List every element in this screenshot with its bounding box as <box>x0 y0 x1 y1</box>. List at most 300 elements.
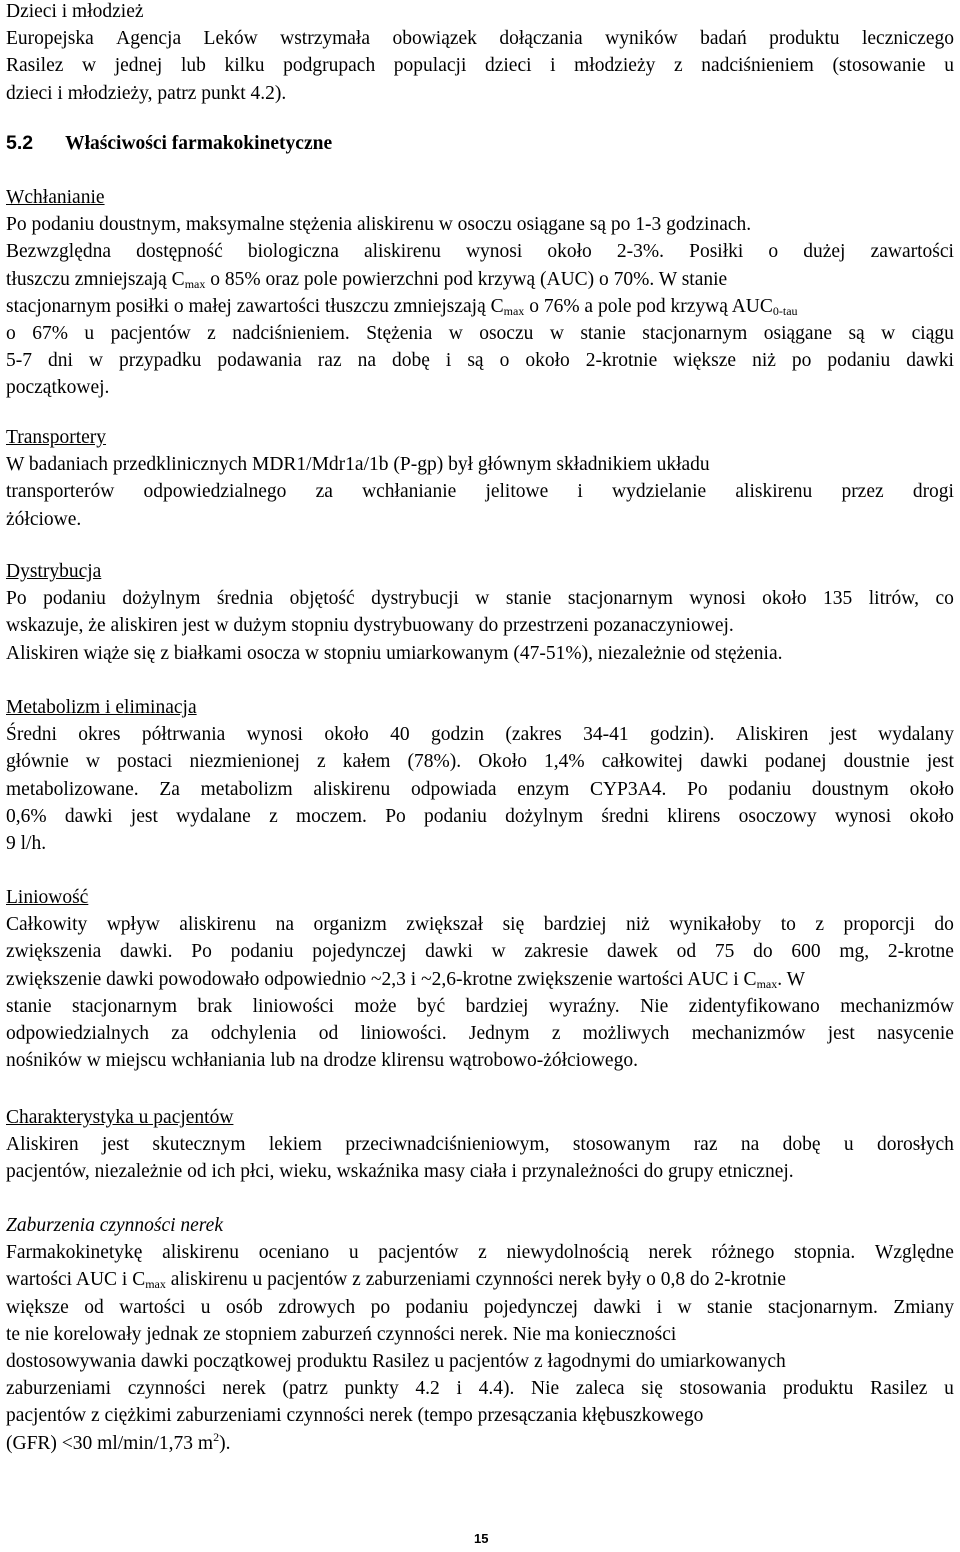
word: drogi <box>912 481 954 503</box>
paragraph-line: Po podaniu doustnym, maksymalne stężenia aliskirenu w osoczu osiągane są po 1-3 godzinach. <box>6 214 752 236</box>
word: 67% <box>32 322 68 344</box>
word: leczniczego <box>861 28 954 50</box>
word: enzym <box>517 778 570 800</box>
word: większe <box>673 350 737 372</box>
word: jelitowe <box>485 481 549 503</box>
word: głównie <box>6 751 69 773</box>
word: około <box>525 350 570 372</box>
paragraph-line <box>6 293 954 320</box>
word: osoczowy <box>738 805 817 827</box>
paragraph-line <box>6 1020 954 1047</box>
word: zawartości <box>870 241 954 263</box>
text-run: stacjonarnym posiłki o małej zawartości tłuszczu zmniejszają C <box>6 295 504 317</box>
paragraph-line: dostosowywania dawki początkowej produktu Rasilez u pacjentów z łagodnymi do umiarkowanych <box>6 1350 786 1372</box>
word: podaniu <box>827 350 891 372</box>
word: pacjentów <box>378 1242 459 1264</box>
subsection-title: Transportery <box>6 427 107 448</box>
word: całkowitej <box>601 751 683 773</box>
word: w <box>549 322 564 344</box>
word: osoczu <box>479 322 534 344</box>
word: litrów, <box>868 588 919 610</box>
paragraph-line <box>6 1375 954 1402</box>
word: Po <box>191 941 212 963</box>
word: co <box>935 588 954 610</box>
word: wynosi <box>689 588 746 610</box>
word: w <box>491 941 506 963</box>
text-run: (GFR) <30 ml/min/1,73 m <box>6 1432 214 1454</box>
word: dni <box>48 350 73 372</box>
superscript: 2 <box>213 1429 220 1444</box>
word: dawki <box>64 805 113 827</box>
section-title: Właściwości farmakokinetyczne <box>65 133 333 154</box>
word: w <box>88 350 104 372</box>
word: wchłanianie <box>362 481 457 503</box>
word: od <box>318 1022 339 1044</box>
word: Aliskiren <box>6 1134 79 1156</box>
paragraph-line <box>6 25 954 52</box>
paragraph-line <box>6 320 954 347</box>
word: wydzielanie <box>612 481 707 503</box>
subsection-title: Metabolizm i eliminacja <box>6 697 197 718</box>
subsection-title: Wchłanianie <box>6 187 105 208</box>
word: pojedynczej <box>483 1296 579 1318</box>
subsection-title: Zaburzenia czynności nerek <box>6 1215 223 1236</box>
word: o <box>6 322 16 344</box>
word: dystrybucji <box>371 588 459 610</box>
word: na <box>740 1134 760 1156</box>
paragraph-line <box>6 993 954 1020</box>
paragraph-line: Aliskiren wiąże się z białkami osocza w stopniu umiarkowanym (47-51%), niezależnie od stężenia. <box>6 642 783 664</box>
word: pacjentów <box>110 322 191 344</box>
paragraph-line <box>6 938 954 965</box>
word: średni <box>601 805 650 827</box>
word: wynikałoby <box>669 914 762 936</box>
word: niewydolnością <box>506 1242 629 1264</box>
paragraph-line: pacjentów, niezależnie od ich płci, wieku, wskaźnika masy ciała i przynależności do grupy etnicznej. <box>6 1161 794 1183</box>
word: 135 <box>823 588 853 610</box>
subscript: max <box>503 303 525 318</box>
section-renal <box>6 1212 954 1457</box>
word: i <box>456 1378 462 1400</box>
word: w <box>82 55 97 77</box>
word: z <box>269 805 278 827</box>
word: i <box>656 1296 663 1318</box>
paragraph-line <box>6 966 954 993</box>
paragraph-line <box>6 1266 954 1293</box>
section-heading-5-2 <box>6 130 954 157</box>
word: stacjonarnym. <box>767 1296 878 1318</box>
word: podanej <box>764 751 827 773</box>
word: nerek <box>222 1378 266 1400</box>
subsection-title: Charakterystyka u pacjentów <box>6 1107 234 1128</box>
word: zdrowych <box>278 1296 356 1318</box>
subsection-title: Dystrybucja <box>6 561 102 582</box>
word: do <box>934 914 954 936</box>
subscript: max <box>756 976 778 991</box>
word: Względne <box>874 1242 954 1264</box>
word: i <box>577 481 583 503</box>
paragraph-line <box>6 776 954 803</box>
word: z <box>478 1242 487 1264</box>
word: dostępność <box>136 241 223 263</box>
word: pojedynczej <box>312 941 407 963</box>
word: za <box>171 1022 189 1044</box>
word: mg, <box>839 941 870 963</box>
word: dawki <box>700 751 748 773</box>
word: 34-41 <box>583 724 629 746</box>
word: stacjonarnym <box>642 322 748 344</box>
word: bardziej <box>543 914 607 936</box>
text-run: tłuszczu zmniejszają C <box>6 268 185 290</box>
word: po <box>791 350 812 372</box>
word: jest <box>827 1022 855 1044</box>
word: wynosi <box>465 241 523 263</box>
word: czynności <box>127 1378 206 1400</box>
word: 1,4% <box>544 751 585 773</box>
paragraph-line <box>6 1131 954 1158</box>
word: Agencja <box>116 28 182 50</box>
section-metabolism <box>6 694 954 857</box>
paragraph-line: 9 l/h. <box>6 832 47 854</box>
word: odpowiada <box>411 778 497 800</box>
word: różnego <box>711 1242 775 1264</box>
word: doustnym <box>811 778 889 800</box>
paragraph-line <box>6 52 954 79</box>
word: bardziej <box>465 995 529 1017</box>
word: około <box>762 588 807 610</box>
word: zaleca <box>575 1378 625 1400</box>
word: podaniu <box>230 941 294 963</box>
word: stanie <box>505 588 552 610</box>
word: jest <box>829 724 857 746</box>
word: odpowiedzialnych <box>6 1022 149 1044</box>
word: dawki <box>906 350 954 372</box>
word: obowiązek <box>392 28 477 50</box>
paragraph-line <box>6 585 954 612</box>
word: u <box>200 1296 211 1318</box>
word: zakresie <box>524 941 589 963</box>
word: o <box>768 241 779 263</box>
word: jest <box>130 805 158 827</box>
word: raz <box>693 1134 718 1156</box>
word: Stężenia <box>366 322 433 344</box>
word: stopnia. <box>794 1242 856 1264</box>
word: stanie <box>6 995 52 1017</box>
word: 40 <box>390 724 410 746</box>
word: Aliskiren <box>735 724 809 746</box>
word: postaci <box>117 751 173 773</box>
section-distribution <box>6 558 954 667</box>
word: 2-krotnie <box>585 350 658 372</box>
word: około <box>909 805 954 827</box>
word: z <box>207 322 216 344</box>
word: od <box>84 1296 104 1318</box>
word: (78%). <box>407 751 462 773</box>
section-title-children: Dzieci i młodzież <box>6 1 144 22</box>
word: dzieci <box>484 55 532 77</box>
word: dawki <box>593 1296 642 1318</box>
word: nasycenie <box>877 1022 954 1044</box>
word: około <box>324 724 369 746</box>
word: okres <box>78 724 121 746</box>
word: zidentyfikowano <box>688 995 820 1017</box>
text-run: o 76% a pole pod krzywą AUC <box>524 295 773 317</box>
word: stanie <box>580 322 626 344</box>
paragraph-line <box>6 238 954 265</box>
word: transporterów <box>6 481 115 503</box>
word: 2-3%. <box>616 241 665 263</box>
word: dorosłych <box>877 1134 954 1156</box>
word: z <box>815 914 825 936</box>
text-run: . W <box>777 968 806 990</box>
section-absorption <box>6 184 954 402</box>
word: u <box>348 1242 359 1264</box>
word: Farmakokinetykę <box>6 1242 143 1264</box>
word: produktu <box>769 28 840 50</box>
word: Po <box>687 778 708 800</box>
word: aliskirenu <box>162 1242 240 1264</box>
word: być <box>417 995 446 1017</box>
word: skutecznym <box>152 1134 246 1156</box>
word: wynosi <box>834 805 892 827</box>
word: wynosi <box>246 724 303 746</box>
word: i <box>550 55 556 77</box>
word: półtrwania <box>141 724 226 746</box>
word: to <box>780 914 796 936</box>
word: liniowości <box>252 995 334 1017</box>
word: stacjonarnym <box>71 995 178 1017</box>
word: Średni <box>6 724 57 746</box>
word: Po <box>385 805 406 827</box>
word: proporcji <box>843 914 915 936</box>
word: jest <box>926 751 954 773</box>
word: dawki <box>425 941 473 963</box>
word: niezmienionej <box>189 751 300 773</box>
word: podaniu <box>424 805 487 827</box>
section-transporters <box>6 424 954 533</box>
word: jest <box>101 1134 130 1156</box>
word: na <box>275 914 295 936</box>
word: Posiłki <box>689 241 744 263</box>
word: kilku <box>224 55 265 77</box>
word: możliwych <box>582 1022 670 1044</box>
paragraph-line <box>6 911 954 938</box>
word: (patrz <box>282 1378 328 1400</box>
paragraph-line: W badaniach przedklinicznych MDR1/Mdr1a/1b (P-gp) był głównym składnikiem układu <box>6 454 710 476</box>
word: zaburzeniami <box>6 1378 112 1400</box>
word: podaniu <box>728 778 792 800</box>
word: 600 <box>791 941 821 963</box>
text-run: zwiększenie dawki powodowało odpowiednio ~2,3 i ~2,6-krotne zwiększenie wartości AUC i C <box>6 968 757 990</box>
word: podgrupach <box>283 55 376 77</box>
paragraph-line: nośników w miejscu wchłaniania lub na drodze klirensu wątrobowo-żółciowego. <box>6 1050 638 1072</box>
word: z <box>317 751 326 773</box>
word: lub <box>180 55 206 77</box>
word: ciągu <box>911 322 954 344</box>
text-run: aliskirenu u pacjentów z zaburzeniami czynności nerek były o 0,8 do 2-krotnie <box>165 1269 786 1291</box>
word: Rasilez <box>6 55 64 77</box>
word: zwiększał <box>406 914 484 936</box>
section-linearity <box>6 884 954 1074</box>
word: metabolizowane. <box>6 778 139 800</box>
word: u <box>944 55 954 77</box>
word: się <box>641 1378 663 1400</box>
word: stacjonarnym <box>567 588 673 610</box>
word: z <box>551 1022 561 1044</box>
word: osiągane <box>763 322 832 344</box>
word: podaniu <box>405 1296 469 1318</box>
word: się <box>502 914 525 936</box>
word: 4.2 <box>415 1378 440 1400</box>
word: 4.4). <box>478 1378 515 1400</box>
paragraph-line <box>6 1294 954 1321</box>
word: nerek <box>648 1242 692 1264</box>
section-number: 5.2 <box>6 132 34 154</box>
paragraph-line: dzieci i młodzieży, patrz punkt 4.2). <box>6 82 287 104</box>
word: Za <box>159 778 180 800</box>
word: populacji <box>393 55 467 77</box>
word: dawki. <box>120 941 173 963</box>
word: wstrzymała <box>280 28 371 50</box>
word: badań <box>700 28 747 50</box>
word: wpływ <box>106 914 160 936</box>
word: po <box>370 1296 391 1318</box>
word: (stosowanie <box>832 55 926 77</box>
paragraph-line <box>6 478 954 505</box>
word: liniowości. <box>360 1022 447 1044</box>
word: osób <box>225 1296 263 1318</box>
word: klirens <box>667 805 721 827</box>
word: dożylnym <box>122 588 201 610</box>
word: wydalany <box>878 724 954 746</box>
text-run: o 85% oraz pole powierzchni pod krzywą (AUC) o 70%. W stanie <box>205 268 728 290</box>
paragraph-line: wskazuje, że aliskiren jest w dużym stopniu dystrybuowany do przestrzeni pozanaczyniowej. <box>6 615 734 637</box>
word: u <box>944 1378 954 1400</box>
word: kałem <box>342 751 391 773</box>
word: podawania <box>217 350 302 372</box>
word: oceniano <box>258 1242 330 1264</box>
text-run: wartości AUC i C <box>6 1269 146 1291</box>
paragraph-line <box>6 748 954 775</box>
section-patients <box>6 1104 954 1186</box>
word: 75 <box>714 941 735 963</box>
paragraph-line: początkowej. <box>6 377 110 399</box>
word: przypadku <box>119 350 202 372</box>
word: może <box>354 995 397 1017</box>
word: większe <box>6 1296 69 1318</box>
word: (zakres <box>505 724 562 746</box>
word: biologiczna <box>247 241 339 263</box>
paragraph-line <box>6 721 954 748</box>
word: Leków <box>203 28 258 50</box>
word: nadciśnieniem. <box>232 322 350 344</box>
word: aliskirenu <box>179 914 257 936</box>
word: dużej <box>803 241 846 263</box>
word: wyraźny. <box>548 995 620 1017</box>
word: moczem. <box>296 805 367 827</box>
word: niż <box>625 914 650 936</box>
word: Bezwzględna <box>6 241 112 263</box>
word: w <box>85 751 101 773</box>
word: około <box>547 241 592 263</box>
word: Nie <box>531 1378 560 1400</box>
word: wartości <box>119 1296 186 1318</box>
word: nadciśnieniem <box>701 55 814 77</box>
word: od <box>676 941 697 963</box>
word: i <box>445 350 452 372</box>
word: za <box>315 481 333 503</box>
word: metabolizm <box>200 778 293 800</box>
word: stosowanym <box>572 1134 671 1156</box>
word: stosowania <box>679 1378 767 1400</box>
word: brak <box>197 995 233 1017</box>
paragraph-line: pacjentów z ciężkimi zaburzeniami czynności nerek (tempo przesączania kłębuszkowego <box>6 1405 704 1427</box>
paragraph-line <box>6 803 954 830</box>
word: przeciwnadciśnieniowym, <box>345 1134 550 1156</box>
paragraph-line <box>6 1430 954 1457</box>
word: aliskirenu <box>363 241 441 263</box>
word: stanie <box>707 1296 753 1318</box>
word: około <box>909 778 954 800</box>
subscript: max <box>184 276 206 291</box>
subscript: 0-tau <box>772 303 798 318</box>
word: są <box>467 350 484 372</box>
word: mechanizmów <box>691 1022 806 1044</box>
text-run: ). <box>219 1432 231 1454</box>
paragraph-line <box>6 1239 954 1266</box>
word: dobę <box>782 1134 821 1156</box>
word: mechanizmów <box>840 995 954 1017</box>
word: dobę <box>392 350 430 372</box>
word: Rasilez <box>870 1378 928 1400</box>
word: odchylenia <box>210 1022 297 1044</box>
word: u <box>843 1134 854 1156</box>
word: organizm <box>313 914 387 936</box>
paragraph-line: te nie korelowały jednak ze stopniem zaburzeń czynności nerek. Nie ma konieczności <box>6 1323 677 1345</box>
word: 2-krotne <box>887 941 954 963</box>
word: średnia <box>216 588 274 610</box>
word: z <box>673 55 683 77</box>
paragraph-line <box>6 266 954 293</box>
word: młodzieży <box>574 55 656 77</box>
word: Zmiany <box>893 1296 954 1318</box>
word: są <box>848 322 865 344</box>
word: odpowiedzialnego <box>143 481 287 503</box>
word: Jednym <box>468 1022 530 1044</box>
word: godzin <box>430 724 485 746</box>
word: do <box>753 941 773 963</box>
word: Europejska <box>6 28 94 50</box>
word: w <box>677 1296 692 1318</box>
subsection-title: Liniowość <box>6 887 89 908</box>
word: produktu <box>782 1378 854 1400</box>
word: dożylnym <box>505 805 584 827</box>
paragraph-line: żółciowe. <box>6 508 82 530</box>
word: lekiem <box>268 1134 322 1156</box>
word: zwiększenia <box>6 941 102 963</box>
word: Około <box>478 751 527 773</box>
word: dawek <box>606 941 658 963</box>
section-children <box>6 0 954 107</box>
word: punkty <box>344 1378 399 1400</box>
word: na <box>357 350 377 372</box>
word: godzin). <box>649 724 715 746</box>
word: o <box>499 350 510 372</box>
word: Po <box>6 588 27 610</box>
subscript: max <box>145 1277 166 1292</box>
word: objętość <box>289 588 355 610</box>
word: wydalane <box>176 805 251 827</box>
